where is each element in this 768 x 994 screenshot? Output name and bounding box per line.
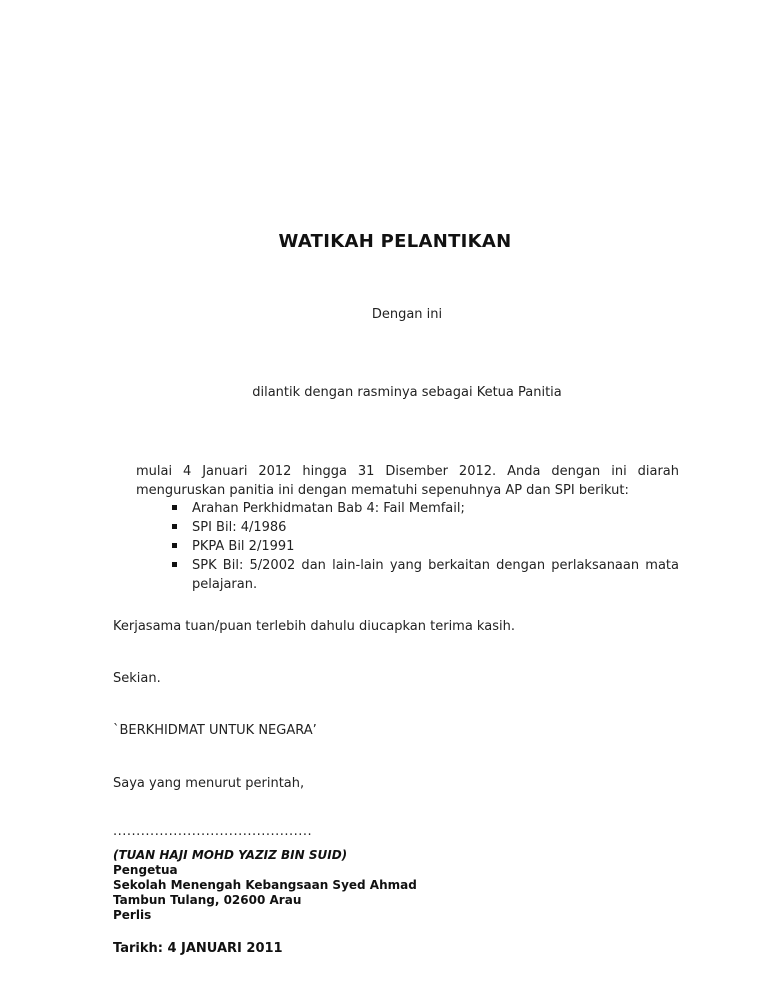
reference-text: Arahan Perkhidmatan Bab 4: Fail Memfail;: [192, 501, 465, 516]
motto-text: `BERKHIDMAT UNTUK NEGARA’: [113, 723, 317, 738]
date-line: [113, 941, 283, 956]
appointment-text: dilantik dengan rasminya sebagai Ketua Panitia: [252, 385, 562, 400]
date-value: : 4 JANUARI 2011: [157, 941, 283, 956]
reference-text: SPK Bil: 5/2002 dan lain-lain yang berkaitan dengan perlaksanaan mata pelajaran.: [192, 558, 679, 592]
square-bullet-icon: [172, 524, 177, 529]
list-item: [172, 556, 679, 594]
closing-text: Sekian.: [113, 671, 161, 686]
list-item: [172, 537, 679, 556]
date-label: Tarikh: [113, 941, 158, 956]
list-item: [172, 499, 679, 518]
list-item: [172, 518, 679, 537]
signatory-address: Tambun Tulang, 02600 Arau: [113, 893, 302, 907]
square-bullet-icon: [172, 562, 177, 567]
appointment-paragraph: mulai 4 Januari 2012 hingga 31 Disember 2012. Anda dengan ini diarah menguruskan panitia ini dengan mematuhi sepenuhnya AP dan SPI berikut:: [136, 464, 679, 498]
reference-text: PKPA Bil 2/1991: [192, 539, 295, 554]
signoff-text: Saya yang menurut perintah,: [113, 776, 305, 791]
reference-text: SPI Bil: 4/1986: [192, 520, 287, 535]
signatory-state: Perlis: [113, 908, 152, 922]
thanks-text: Kerjasama tuan/puan terlebih dahulu diucapkan terima kasih.: [113, 619, 515, 634]
reference-list: [172, 499, 679, 594]
signature-line: ...........................................: [113, 824, 313, 839]
signatory-name: (TUAN HAJI MOHD YAZIZ BIN SUID): [113, 848, 348, 862]
signatory-position: Pengetua: [113, 863, 178, 877]
signatory-block: [113, 848, 417, 923]
square-bullet-icon: [172, 543, 177, 548]
square-bullet-icon: [172, 505, 177, 510]
intro-text: Dengan ini: [371, 307, 443, 322]
signatory-school: Sekolah Menengah Kebangsaan Syed Ahmad: [113, 878, 417, 892]
document-title: WATIKAH PELANTIKAN: [278, 231, 512, 252]
